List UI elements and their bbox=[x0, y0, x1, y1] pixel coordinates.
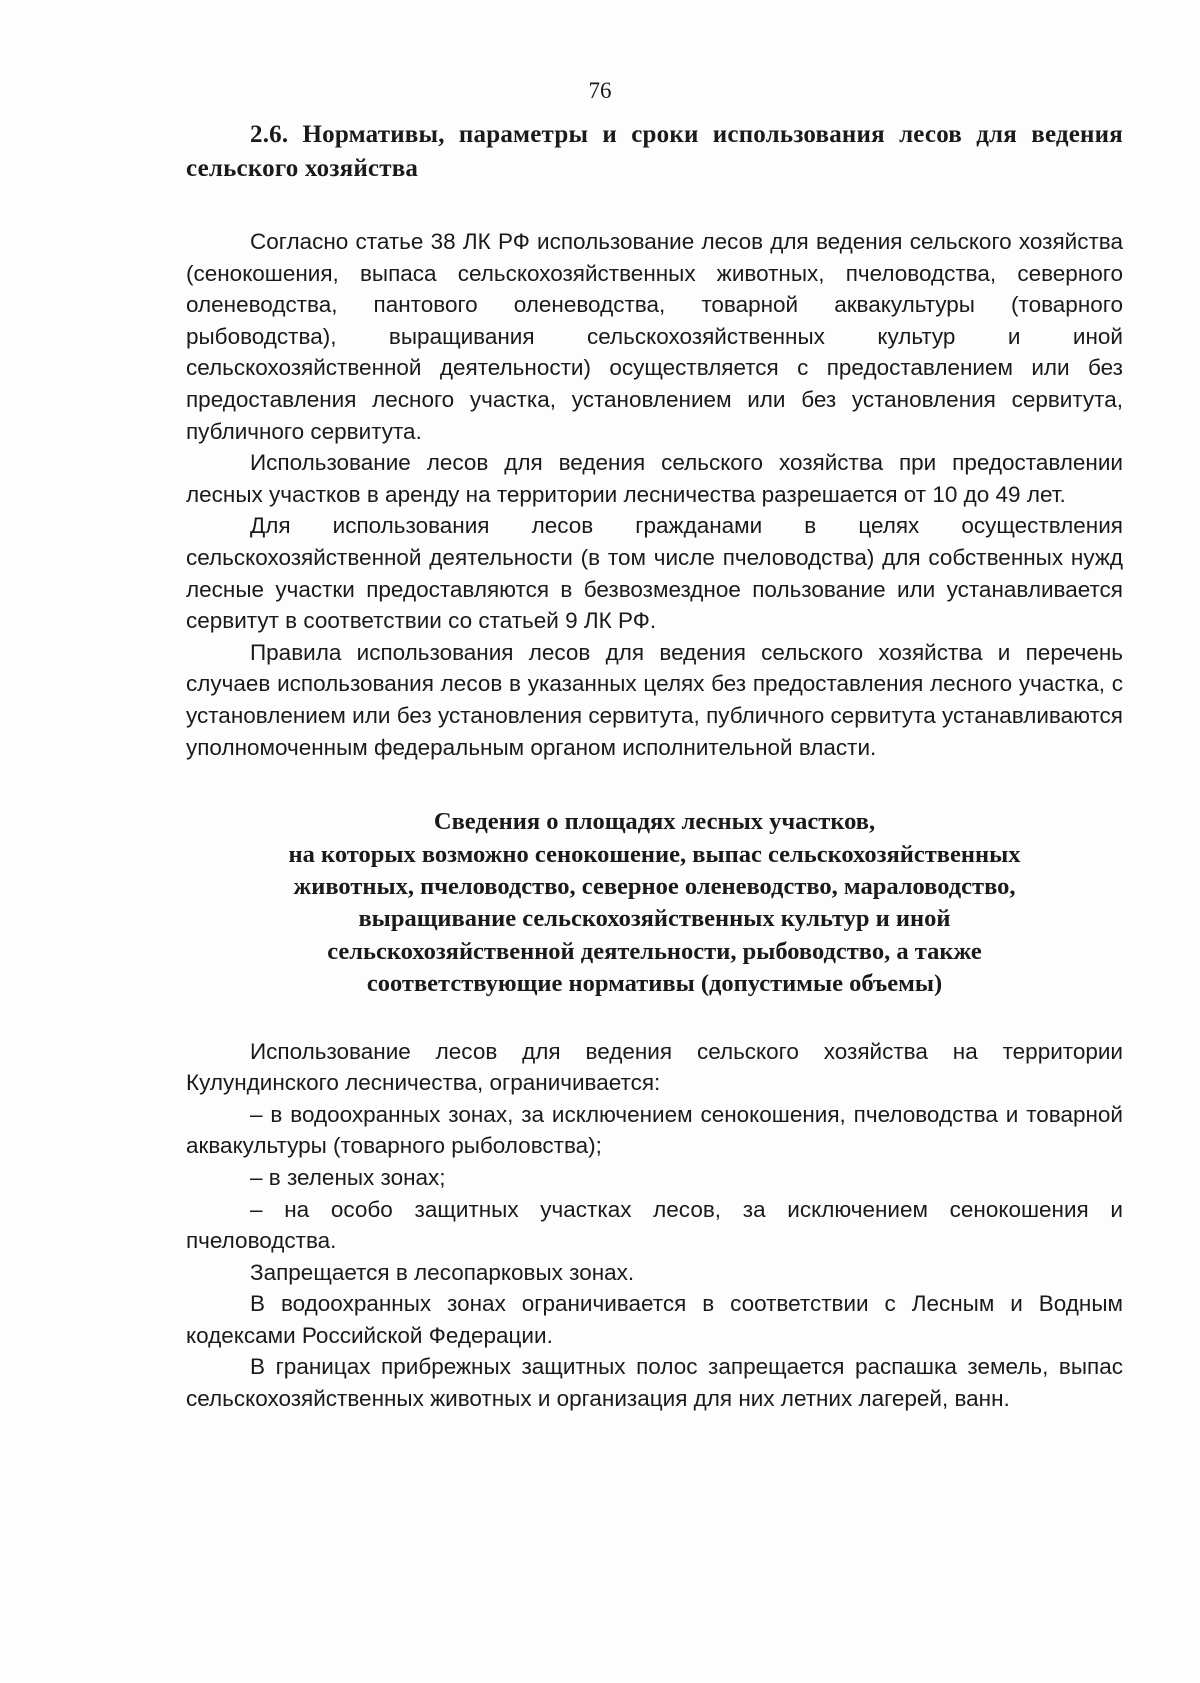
list-item: – на особо защитных участках лесов, за исключением сенокошения и пчеловодства. bbox=[186, 1196, 1123, 1254]
list-item: – в водоохранных зонах, за исключением сенокошения, пчеловодства и товарной аквакультуры (товарного рыболовства); bbox=[186, 1101, 1123, 1159]
paragraph: Для использования лесов гражданами в целях осуществления сельскохозяйственной деятельности (в том числе пчеловодства) для собственных нужд лесные участки предоставляются в безвозмездное пользование или устанавливается сервитут в соответствии со статьей 9 ЛК РФ. bbox=[186, 513, 1123, 634]
paragraph: Использование лесов для ведения сельского хозяйства на территории Кулундинского лесничества, ограничивается: bbox=[186, 1038, 1123, 1096]
paragraph: В границах прибрежных защитных полос запрещается распашка земель, выпас сельскохозяйственных животных и организация для них летних лагерей, ванн. bbox=[186, 1354, 1123, 1412]
list-item: – в зеленых зонах; bbox=[250, 1164, 446, 1190]
section-heading: 2.6. Нормативы, параметры и сроки использования лесов для ведения сельского хозяйства bbox=[186, 121, 1123, 182]
paragraph: Согласно статье 38 ЛК РФ использование лесов для ведения сельского хозяйства (сенокошения, выпаса сельскохозяйственных животных, пчеловодства, северного оленеводства, пантового оленеводства, товарной аквакультуры (товарного рыбоводства), выращивания сельскохозяйственных культур и иной сельскохозяйственной деятельности) осуществляется с предоставлением или без предоставления лесного участка, установлением или без установления сервитута, публичного сервитута. bbox=[186, 229, 1123, 444]
subheading-line: сельскохозяйственной деятельности, рыбоводство, а также bbox=[327, 937, 982, 965]
subheading-line: на которых возможно сенокошение, выпас сельскохозяйственных bbox=[288, 840, 1021, 868]
paragraph: В водоохранных зонах ограничивается в соответствии с Лесным и Водным кодексами Российской Федерации. bbox=[186, 1291, 1123, 1348]
section-body bbox=[186, 226, 1123, 763]
subheading-line: выращивание сельскохозяйственных культур и иной bbox=[358, 905, 951, 933]
page-number: 76 bbox=[588, 78, 612, 103]
subheading-line: соответствующие нормативы (допустимые объемы) bbox=[366, 970, 943, 998]
subheading-line: животных, пчеловодство, северное оленеводство, мараловодство, bbox=[293, 872, 1016, 900]
paragraph: Использование лесов для ведения сельского хозяйства при предоставлении лесных участков в аренду на территории лесничества разрешается от 10 до 49 лет. bbox=[186, 450, 1123, 507]
subheading-line: Сведения о площадях лесных участков, bbox=[433, 808, 876, 836]
paragraph: Правила использования лесов для ведения сельского хозяйства и перечень случаев использования лесов в указанных целях без предоставления лесного участка, с установлением или без установления сервитута, публичного сервитута устанавливаются уполномоченным федеральным органом исполнительной власти. bbox=[186, 639, 1123, 760]
subsection-heading bbox=[186, 806, 1123, 1000]
subsection-body bbox=[186, 1036, 1123, 1415]
paragraph: Запрещается в лесопарковых зонах. bbox=[250, 1259, 635, 1285]
page-content bbox=[186, 118, 1123, 1415]
